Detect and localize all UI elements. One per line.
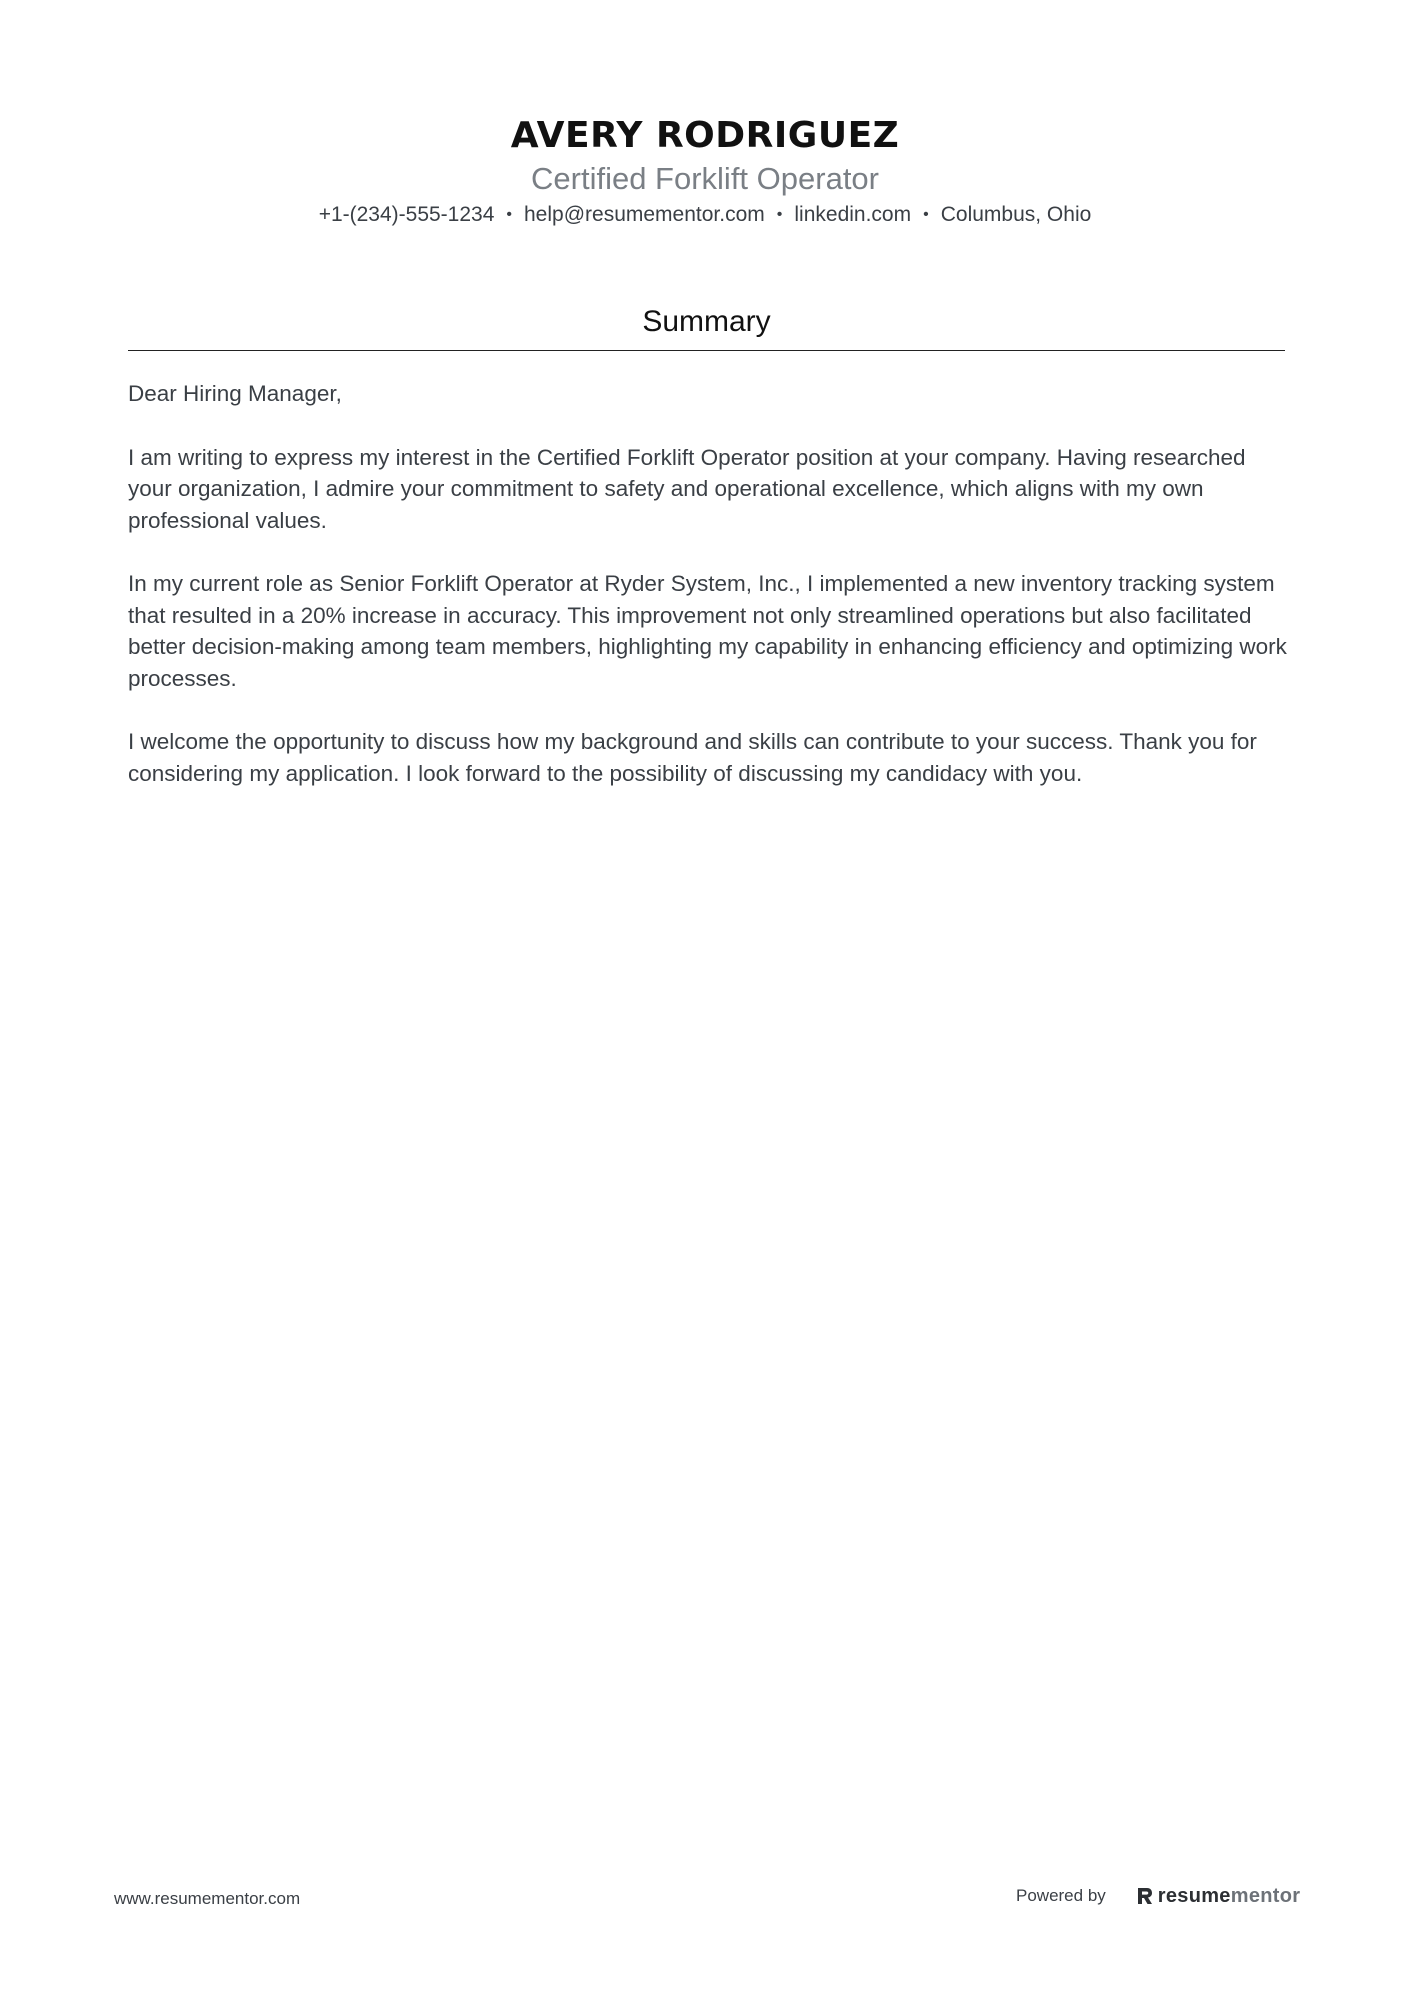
powered-by-label: Powered by [1016, 1886, 1106, 1905]
phone: +1-(234)-555-1234 [318, 203, 495, 226]
letter-paragraph: I am writing to express my interest in the Certified Forklift Operator position at your company. Having researched your organization, I admire your commitment to safety and operational excellence, which aligns with my own professional values. [128, 444, 1246, 533]
resumementor-logo-icon [1136, 1886, 1154, 1906]
letter-paragraph: In my current role as Senior Forklift Operator at Ryder System, Inc., I implemented a new inventory tracking system that resulted in a 20% increase in accuracy. This improvement not only streamlined operations but also facilitated better decision-making among team members, highlighting my capability in enhancing efficiency and optimizing work processes. [128, 571, 1287, 691]
logo-text-light: mentor [1230, 1884, 1301, 1907]
salutation: Dear Hiring Manager, [128, 381, 342, 406]
resumementor-logo[interactable] [1136, 1885, 1301, 1908]
header [0, 112, 1410, 230]
candidate-title: Certified Forklift Operator [531, 161, 879, 196]
letter-paragraph: I welcome the opportunity to discuss how my background and skills can contribute to your success. Thank you for considering my application. I look forward to the possibility of discussing my candidacy with you. [128, 729, 1257, 786]
logo-text-bold: resume [1157, 1884, 1231, 1907]
separator-dot: • [506, 206, 512, 223]
linkedin-link[interactable]: linkedin.com [794, 203, 912, 226]
footer-website-link[interactable]: www.resumementor.com [114, 1889, 301, 1908]
location: Columbus, Ohio [940, 203, 1092, 226]
separator-dot: • [923, 206, 929, 223]
letter-body [128, 378, 1288, 821]
section-title-summary: Summary [642, 305, 771, 338]
candidate-name: AVERY RODRIGUEZ [510, 115, 900, 156]
separator-dot: • [776, 206, 783, 223]
section-divider [128, 350, 1285, 351]
contact-line [0, 200, 1410, 230]
footer-branding [1016, 1884, 1300, 1908]
email-link[interactable]: help@resumementor.com [524, 203, 765, 226]
